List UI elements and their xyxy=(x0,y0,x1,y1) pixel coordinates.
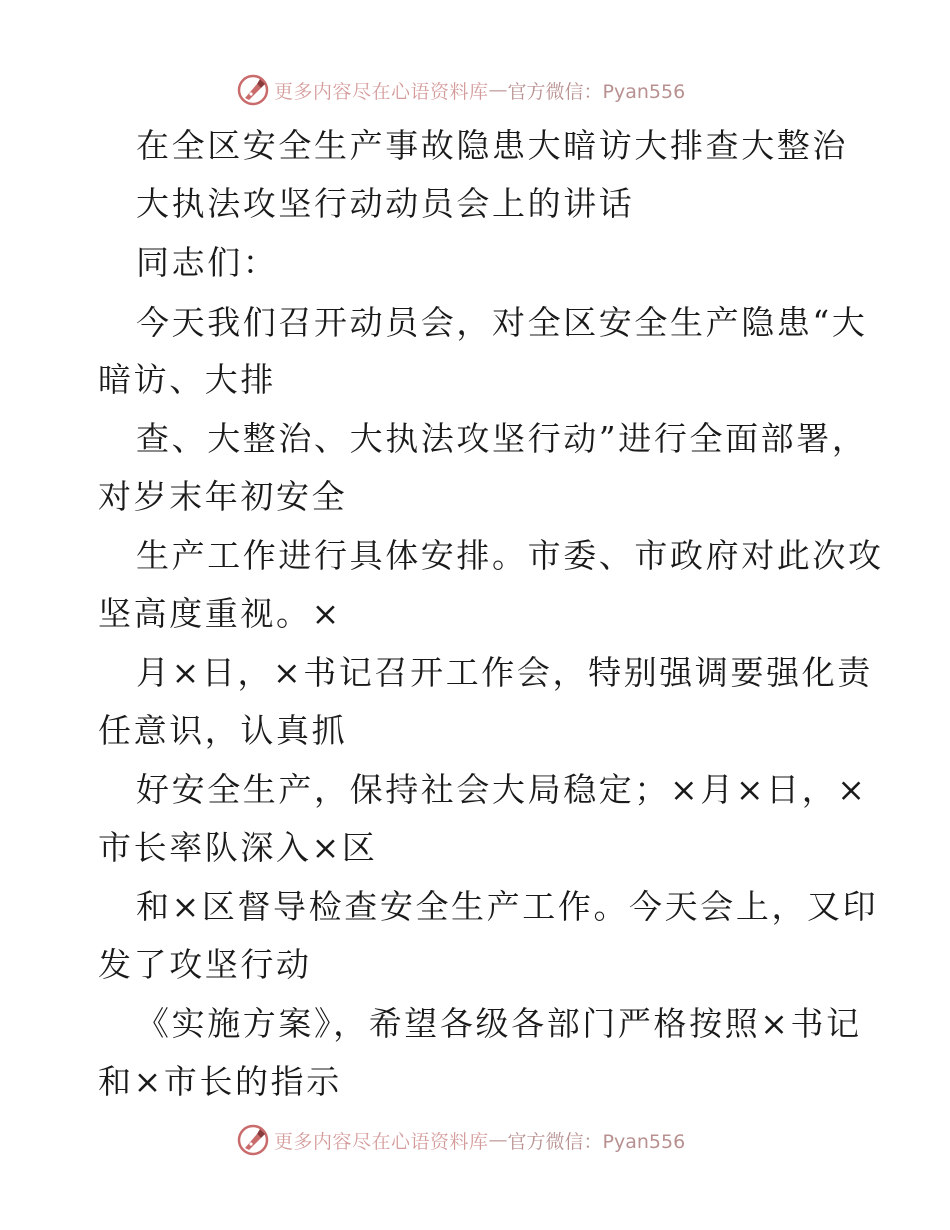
watermark-text: 更多内容尽在心语资料库 xyxy=(274,1130,489,1153)
watermark-separator: — xyxy=(488,79,508,101)
paragraph-line: 市长率队深入×区 xyxy=(98,828,378,867)
paragraph-line: 发了攻坚行动 xyxy=(98,945,312,984)
watermark-contact: 官方微信：Pyan556 xyxy=(507,80,686,103)
watermark-header xyxy=(236,72,685,108)
paragraph-line: 月×日，×书记召开工作会，特别强调要强化责 xyxy=(136,653,873,692)
paragraph-line: 和×市长的指示 xyxy=(98,1062,342,1101)
paragraph-line: 任意识，认真抓 xyxy=(98,711,348,750)
paragraph-line: 好安全生产，保持社会大局稳定；×月×日，× xyxy=(136,770,868,809)
paragraph-line: 和×区督导检查安全生产工作。今天会上，又印 xyxy=(136,887,879,926)
paragraph-line: 查、大整治、大执法攻坚行动”进行全面部署， xyxy=(136,419,868,458)
paragraph-line: 生产工作进行具体安排。市委、市政府对此次攻 xyxy=(136,536,884,575)
watermark-text: 更多内容尽在心语资料库 xyxy=(274,80,489,103)
pen-nib-logo-icon xyxy=(236,1123,270,1157)
paragraph-line: 《实施方案》，希望各级各部门严格按照×书记 xyxy=(136,1004,862,1043)
paragraph-line: 对岁末年初安全 xyxy=(98,477,348,516)
title-line-2: 大执法攻坚行动动员会上的讲话 xyxy=(136,184,635,223)
paragraph-line: 坚高度重视。× xyxy=(98,594,342,633)
pen-nib-logo-icon xyxy=(236,73,270,107)
watermark-separator: — xyxy=(488,1129,508,1151)
salutation: 同志们： xyxy=(136,243,279,282)
paragraph-line: 今天我们召开动员会，对全区安全生产隐患“大 xyxy=(136,303,868,342)
watermark-contact: 官方微信：Pyan556 xyxy=(507,1130,686,1153)
title-line-1: 在全区安全生产事故隐患大暗访大排查大整治 xyxy=(136,126,848,165)
paragraph-line: 暗访、大排 xyxy=(98,360,276,399)
watermark-footer xyxy=(236,1122,685,1158)
